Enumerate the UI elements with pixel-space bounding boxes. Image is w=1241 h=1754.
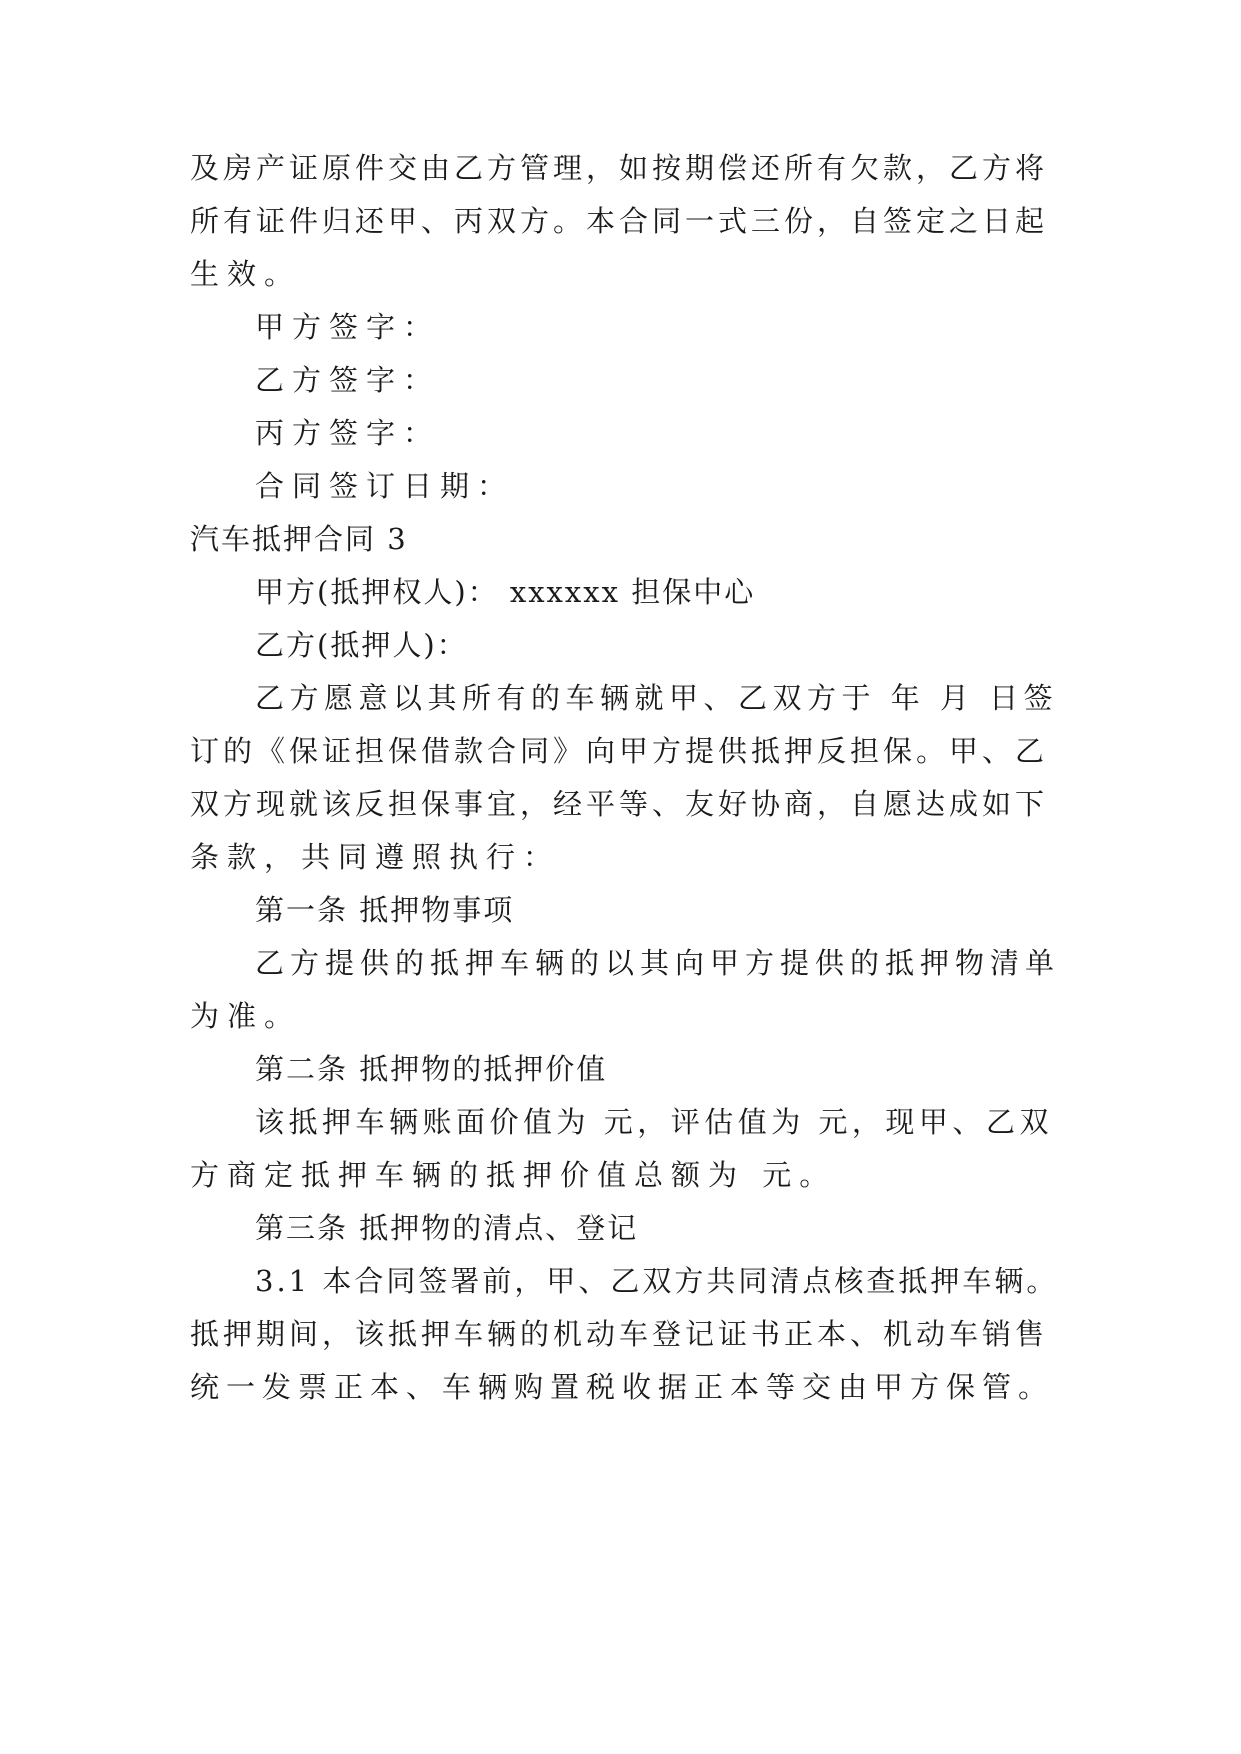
paragraph-line: 乙方提供的抵押车辆的以其向甲方提供的抵押物清单	[255, 946, 1061, 980]
paragraph-line: 统一发票正本、车辆购置税收据正本等交由甲方保管。	[190, 1370, 1055, 1404]
signature-line-party-a: 甲方签字：	[255, 310, 441, 344]
paragraph-line: 为准。	[190, 999, 302, 1033]
paragraph-line: 抵押期间，该抵押车辆的机动车登记证书正本、机动车销售	[190, 1317, 1049, 1351]
signing-date-line: 合同签订日期：	[255, 469, 515, 503]
article-heading: 第一条 抵押物事项	[255, 893, 515, 927]
party-b-line: 乙方(抵押人)：	[255, 628, 468, 662]
paragraph-line: 双方现就该反担保事宜，经平等、友好协商，自愿达成如下	[190, 787, 1049, 821]
paragraph-line: 生效。	[190, 257, 302, 291]
paragraph-line: 该抵押车辆账面价值为 元，评估值为 元，现甲、乙双	[255, 1105, 1053, 1139]
paragraph-line: 乙方愿意以其所有的车辆就甲、乙双方于 年 月 日签	[255, 681, 1059, 715]
paragraph-line: 所有证件归还甲、丙双方。本合同一式三份，自签定之日起	[190, 204, 1049, 238]
article-heading: 第三条 抵押物的清点、登记	[255, 1211, 639, 1245]
signature-line-party-b: 乙方签字：	[255, 363, 441, 397]
article-heading: 第二条 抵押物的抵押价值	[255, 1052, 608, 1086]
party-a-line: 甲方(抵押权人)： xxxxxx 担保中心	[255, 575, 756, 609]
paragraph-line: 订的《保证担保借款合同》向甲方提供抵押反担保。甲、乙	[190, 734, 1049, 768]
contract-title: 汽车抵押合同 3	[190, 522, 408, 556]
paragraph-line: 及房产证原件交由乙方管理，如按期偿还所有欠款，乙方将	[190, 151, 1049, 185]
paragraph-line: 方商定抵押车辆的抵押价值总额为 元。	[190, 1158, 837, 1192]
paragraph-line: 条款，共同遵照执行：	[190, 840, 561, 874]
paragraph-line: 3.1 本合同签署前，甲、乙双方共同清点核查抵押车辆。	[255, 1264, 1059, 1298]
signature-line-party-c: 丙方签字：	[255, 416, 441, 450]
